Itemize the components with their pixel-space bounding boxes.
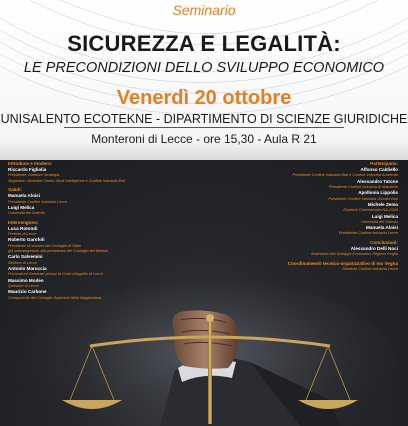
greet-1-role: Presidente Confine Industria Lecce: [8, 199, 68, 204]
greet-1-name: Manuela Aloisi: [8, 193, 40, 199]
event-location: Monteroni di Lecce - ore 15,30 - Aula R 21: [91, 132, 317, 146]
speaker-4-role: Procuratore Generale presso la Corte d'Appello di Lecce: [8, 272, 104, 277]
participants-heading: Partecipano:: [370, 161, 398, 166]
greetings-heading: Saluti:: [8, 187, 23, 193]
greet-2-role: Università del Salento: [8, 211, 45, 216]
moderator-role: Presidente, Direttore Strategia,: [8, 173, 61, 178]
speaker-6-name: Maurizio Carbone: [8, 289, 47, 295]
conclusion-1-role: Assessore allo Sviluppo Economico Regione Puglia: [311, 252, 398, 257]
greet-2-name: Luigi Melica: [8, 205, 35, 211]
venue-underline: [64, 127, 344, 128]
participant-6-role: Presidente Confine Industria Lecce: [338, 231, 398, 236]
speaker-6-role: Componente del Consiglio Superiore della Magistratura: [8, 295, 102, 300]
participant-2-name: Alessandro Tatone: [356, 178, 398, 184]
speaker-1-role: Prefetto di Lecce: [8, 232, 37, 237]
coordination-role: Direttore Confine Industria Lecce: [342, 266, 398, 271]
participant-3-name: Apollonia Lippolis: [358, 190, 398, 196]
participant-2-role: Presidente Confine Industria Al Mandorle: [328, 185, 398, 190]
moderator-role-2: Segretario Generale Centro Studi Intelligence e Confine Industria Enti: [8, 178, 126, 183]
intro-heading: Introduce e modera:: [8, 161, 53, 166]
speaker-5-name: Massimo Modeo: [8, 277, 44, 283]
participant-5-role: Università del Salento: [361, 219, 398, 224]
speaker-4-name: Antonio Maruccia: [8, 266, 47, 272]
event-venue: UNISALENTO ECOTEKNE - DIPARTIMENTO DI SCIENZE GIURIDICHE: [0, 112, 408, 126]
left-programme-column: [8, 161, 178, 301]
event-date: Venerdì 20 ottobre: [116, 87, 292, 109]
speaker-2-role-2: già sottosegretario alla presidenza del Consiglio dei Ministri: [8, 249, 108, 254]
speaker-1-name: Luca Rotondi: [8, 225, 38, 231]
speaker-2-role: Presidente di sezione del Consiglio di Stato: [8, 243, 82, 248]
participant-4-role: Direttore Commerciale NA-GSIA: [343, 208, 398, 213]
participant-1-role: Presidente Confine Industria Bari e Confine Industria Ambiente: [292, 173, 398, 178]
participant-5-name: Luigi Melica: [371, 213, 398, 219]
coordination-heading: Coordinamento tecnico-organizzativo di Ivo Vegna: [287, 260, 398, 266]
speaker-5-role: Questore di Lecce: [8, 283, 39, 288]
speaker-3-role: Sindaco di Lecce: [8, 260, 37, 265]
moderator-name: Riccardo Figliolia: [8, 167, 47, 173]
event-type: Seminario: [172, 2, 236, 18]
speakers-heading: Intervengono:: [8, 219, 39, 225]
event-subtitle: LE PRECONDIZIONI DELLO SVILUPPO ECONOMICO: [23, 60, 385, 76]
participant-1-name: Alfonso Caldiello: [360, 167, 398, 173]
event-title: SICUREZZA E LEGALITÀ:: [67, 31, 341, 56]
participant-6-name: Manuela Aloisi: [366, 225, 398, 231]
speaker-2-name: Roberto Garofoli: [8, 237, 45, 243]
conclusions-heading: Conclusioni:: [370, 239, 398, 245]
poster-header: [0, 0, 408, 160]
participant-3-role: Presidente Confine Industria Giovani Bari: [328, 196, 398, 201]
right-programme-column: [218, 161, 398, 272]
participant-4-name: Michele Zema: [367, 202, 398, 208]
speaker-3-name: Carlo Salvemini: [8, 254, 43, 260]
conclusion-1-name: Alessandro Delli Noci: [350, 246, 398, 252]
